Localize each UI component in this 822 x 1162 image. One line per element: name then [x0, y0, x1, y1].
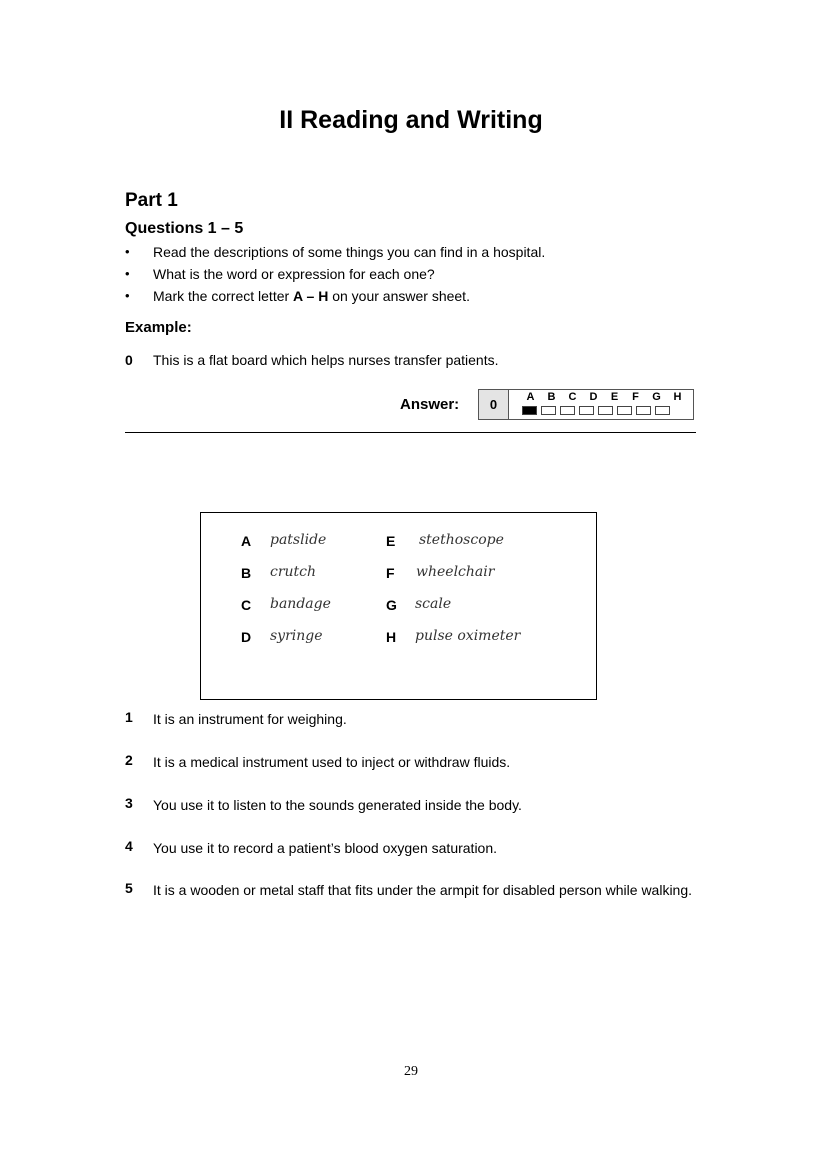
- answer-boxes: [522, 406, 674, 415]
- question-number: 3: [125, 795, 133, 811]
- answer-letter: C: [568, 391, 577, 403]
- options-box: [200, 512, 597, 700]
- question-text: It is an instrument for weighing.: [153, 711, 347, 727]
- example-question: [125, 352, 499, 368]
- answer-box-b: [541, 406, 556, 415]
- answer-box-f: [617, 406, 632, 415]
- question-item: [125, 880, 700, 901]
- example-heading: Example:: [125, 319, 192, 336]
- answer-box-a: [522, 406, 537, 415]
- answer-letter: D: [589, 391, 598, 403]
- answer-box-h: [655, 406, 670, 415]
- option-letter: B: [241, 565, 252, 581]
- instruction-text-post: on your answer sheet.: [328, 288, 470, 304]
- option-letter: C: [241, 597, 252, 613]
- option-letter: E: [386, 533, 396, 549]
- example-number: 0: [125, 352, 133, 368]
- option-word: crutch: [270, 564, 317, 580]
- question-item: [125, 838, 700, 859]
- question-text: It is a medical instrument used to inject or withdraw fluids.: [153, 754, 511, 770]
- bullet-icon: •: [125, 244, 130, 259]
- option-word: patslide: [270, 532, 327, 548]
- option-letter: G: [386, 597, 397, 613]
- instruction-text: Read the descriptions of some things you can find in a hospital.: [153, 244, 546, 260]
- option-letter: H: [386, 629, 397, 645]
- part-heading: Part 1: [125, 190, 178, 211]
- answer-box-g: [636, 406, 651, 415]
- answer-letter: E: [610, 391, 619, 403]
- option-word: pulse oximeter: [415, 628, 521, 644]
- instruction-1: [125, 244, 725, 260]
- question-number: 1: [125, 709, 133, 725]
- question-text: It is a wooden or metal staff that fits under the armpit for disabled person while walking.: [153, 882, 693, 898]
- instruction-3: [125, 288, 725, 304]
- answer-letter: B: [547, 391, 556, 403]
- option-word: scale: [415, 596, 452, 612]
- question-number: 4: [125, 838, 133, 854]
- question-text: You use it to record a patient’s blood oxygen saturation.: [153, 840, 498, 856]
- instruction-text: What is the word or expression for each one?: [153, 266, 435, 282]
- option-word: syringe: [270, 628, 323, 644]
- question-number: 5: [125, 880, 133, 896]
- answer-letter: F: [632, 391, 639, 403]
- option-word: bandage: [270, 596, 331, 612]
- page-title: II Reading and Writing: [279, 106, 543, 134]
- option-letter: D: [241, 629, 252, 645]
- answer-letter: G: [652, 391, 661, 403]
- page-number: 29: [404, 1064, 418, 1079]
- instruction-text-pre: Mark the correct letter: [153, 288, 294, 304]
- bullet-icon: •: [125, 266, 130, 281]
- option-word: wheelchair: [416, 564, 495, 580]
- answer-box-e: [598, 406, 613, 415]
- answer-letter: A: [526, 391, 535, 403]
- instruction-letter-range: A – H: [293, 288, 329, 304]
- divider: [125, 432, 696, 433]
- answer-letter: H: [673, 391, 682, 403]
- question-item: [125, 709, 700, 730]
- option-letter: A: [241, 533, 252, 549]
- instruction-2: [125, 266, 725, 282]
- answer-label: Answer:: [400, 396, 460, 413]
- bullet-icon: •: [125, 288, 130, 303]
- questions-heading: Questions 1 – 5: [125, 220, 244, 237]
- question-number: 2: [125, 752, 133, 768]
- answer-box-c: [560, 406, 575, 415]
- question-item: [125, 752, 700, 773]
- answer-letters: [520, 391, 688, 403]
- answer-box-d: [579, 406, 594, 415]
- question-item: [125, 795, 700, 816]
- answer-number: 0: [479, 390, 509, 419]
- option-letter: F: [386, 565, 395, 581]
- answer-sheet-example: [478, 389, 694, 420]
- question-text: You use it to listen to the sounds generated inside the body.: [153, 797, 522, 813]
- instruction-text: [153, 288, 470, 304]
- option-word: stethoscope: [419, 532, 504, 548]
- example-text: This is a flat board which helps nurses transfer patients.: [153, 352, 499, 368]
